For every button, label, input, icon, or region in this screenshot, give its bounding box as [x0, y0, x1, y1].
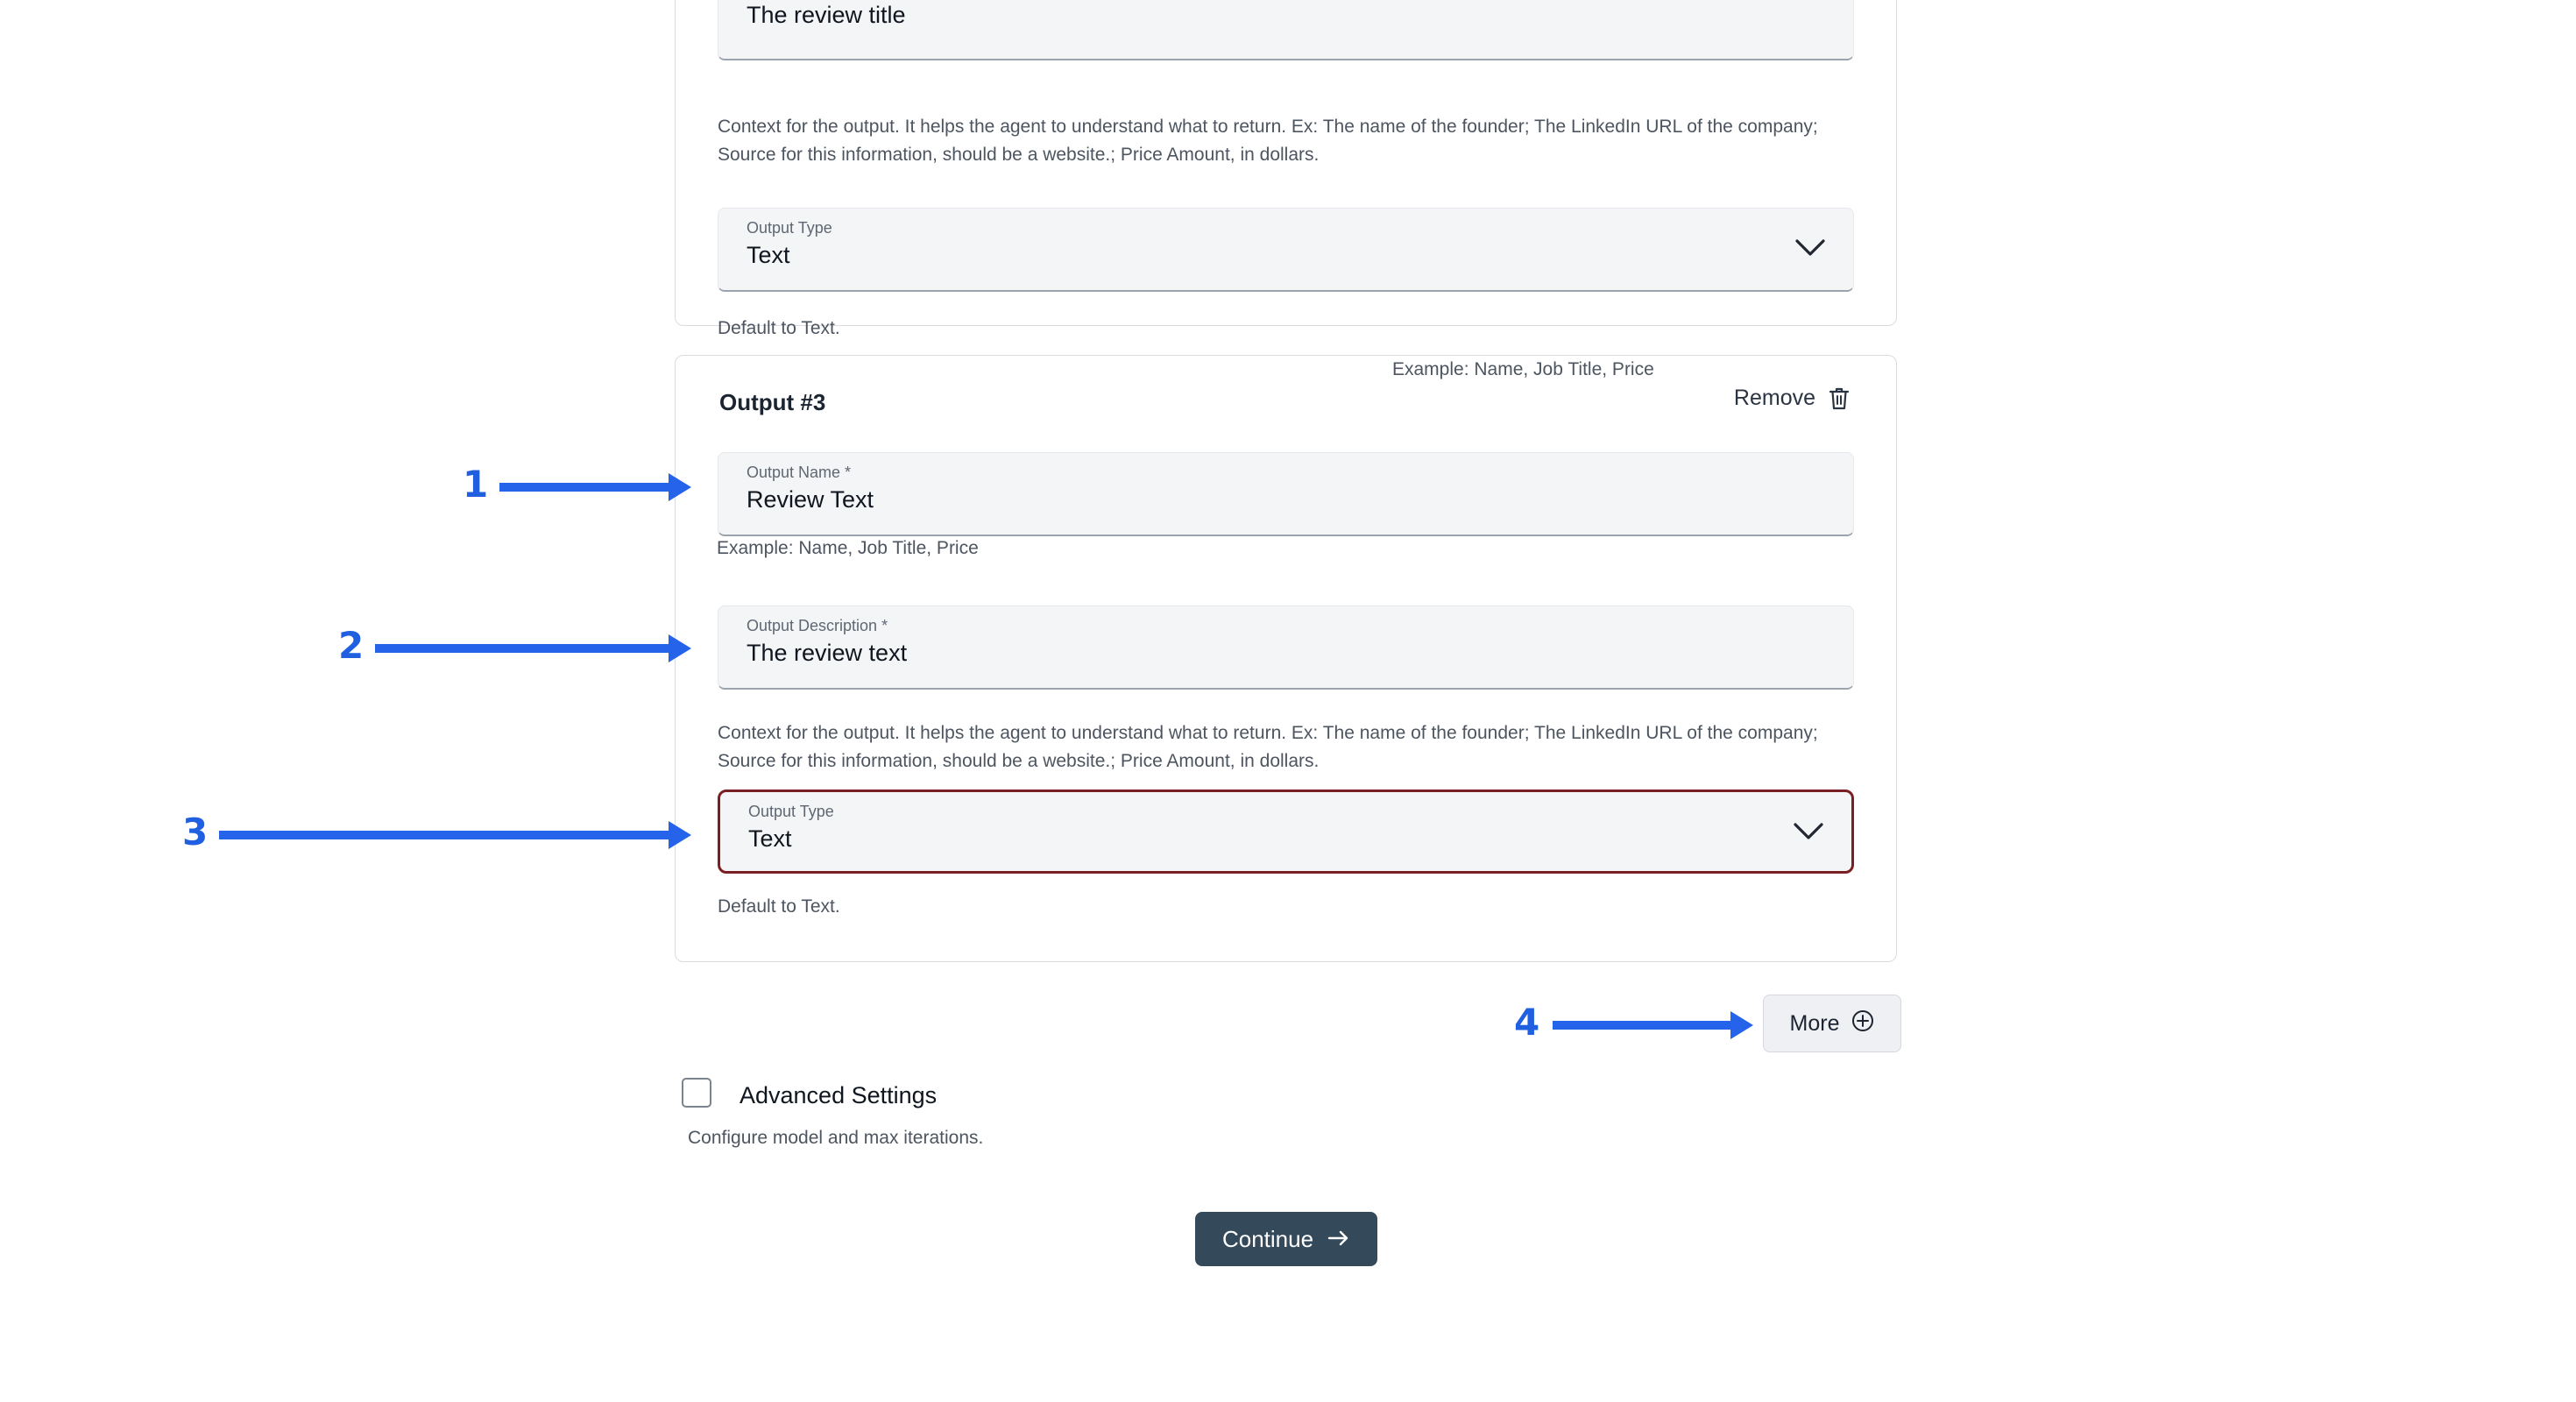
output-3-name-field[interactable] — [718, 452, 1854, 536]
output-3-name-helper: Example: Name, Job Title, Price — [1392, 359, 1654, 379]
output-3-name-value: Review Text — [747, 486, 874, 513]
trash-icon[interactable] — [1828, 386, 1851, 411]
continue-label: Continue — [1221, 1225, 1314, 1252]
output-3-name-helper-text: Example: Name, Job Title, Price — [717, 538, 979, 558]
output-3-type-helper: Default to Text. — [718, 896, 840, 917]
chevron-down-icon[interactable] — [1795, 238, 1825, 258]
output-2-type-value: Text — [747, 242, 790, 268]
advanced-settings-label: Advanced Settings — [740, 1082, 938, 1108]
output-card-3 — [675, 355, 1897, 962]
output-2-type-select[interactable] — [718, 208, 1854, 292]
output-card-2 — [675, 0, 1897, 338]
annotation-number-3: 3 — [182, 811, 209, 853]
annotation-arrow-1 — [499, 483, 670, 492]
more-button[interactable] — [1763, 995, 1901, 1052]
plus-circle-icon — [1851, 1009, 1874, 1038]
annotation-arrow-4 — [1553, 1021, 1732, 1030]
output-3-type-value: Text — [748, 825, 792, 852]
annotation-number-4: 4 — [1514, 1001, 1540, 1044]
output-2-name-value: The review title — [747, 2, 906, 28]
output-3-description-label: Output Description * — [747, 617, 888, 634]
output-3-type-label: Output Type — [748, 803, 834, 820]
annotation-number-2: 2 — [338, 624, 364, 667]
chevron-down-icon[interactable] — [1794, 822, 1823, 841]
output-3-title: Output #3 — [719, 389, 826, 415]
advanced-settings-helper: Configure model and max iterations. — [688, 1128, 984, 1148]
more-label: More — [1789, 1010, 1840, 1036]
output-3-name-label: Output Name * — [747, 464, 852, 481]
output-2-type-label: Output Type — [747, 219, 832, 237]
remove-output-3-button[interactable] — [1734, 386, 1851, 411]
output-2-description-helper: Context for the output. It helps the agent to understand what to return. Ex: The name of the founder; The LinkedIn URL of the company; Source for this information, should be a website.; Price Amount, in dollars. — [718, 117, 1818, 165]
output-3-description-helper: Context for the output. It helps the agent to understand what to return. Ex: The name of the founder; The LinkedIn URL of the company; Source for this information, should be a website.; Price Amount, in dollars. — [718, 723, 1818, 771]
annotation-arrow-3 — [219, 831, 670, 839]
output-3-type-select[interactable] — [718, 790, 1854, 874]
remove-label: Remove — [1733, 386, 1815, 410]
arrow-right-icon — [1327, 1226, 1350, 1253]
output-2-type-helper: Default to Text. — [718, 318, 840, 338]
output-2-name-field[interactable] — [718, 0, 1854, 60]
annotation-arrow-2 — [375, 644, 670, 653]
annotation-number-1: 1 — [463, 463, 489, 506]
output-3-description-value: The review text — [747, 640, 908, 666]
advanced-settings-checkbox[interactable] — [682, 1078, 711, 1108]
continue-button[interactable] — [1195, 1212, 1377, 1266]
output-3-description-field[interactable] — [718, 605, 1854, 690]
